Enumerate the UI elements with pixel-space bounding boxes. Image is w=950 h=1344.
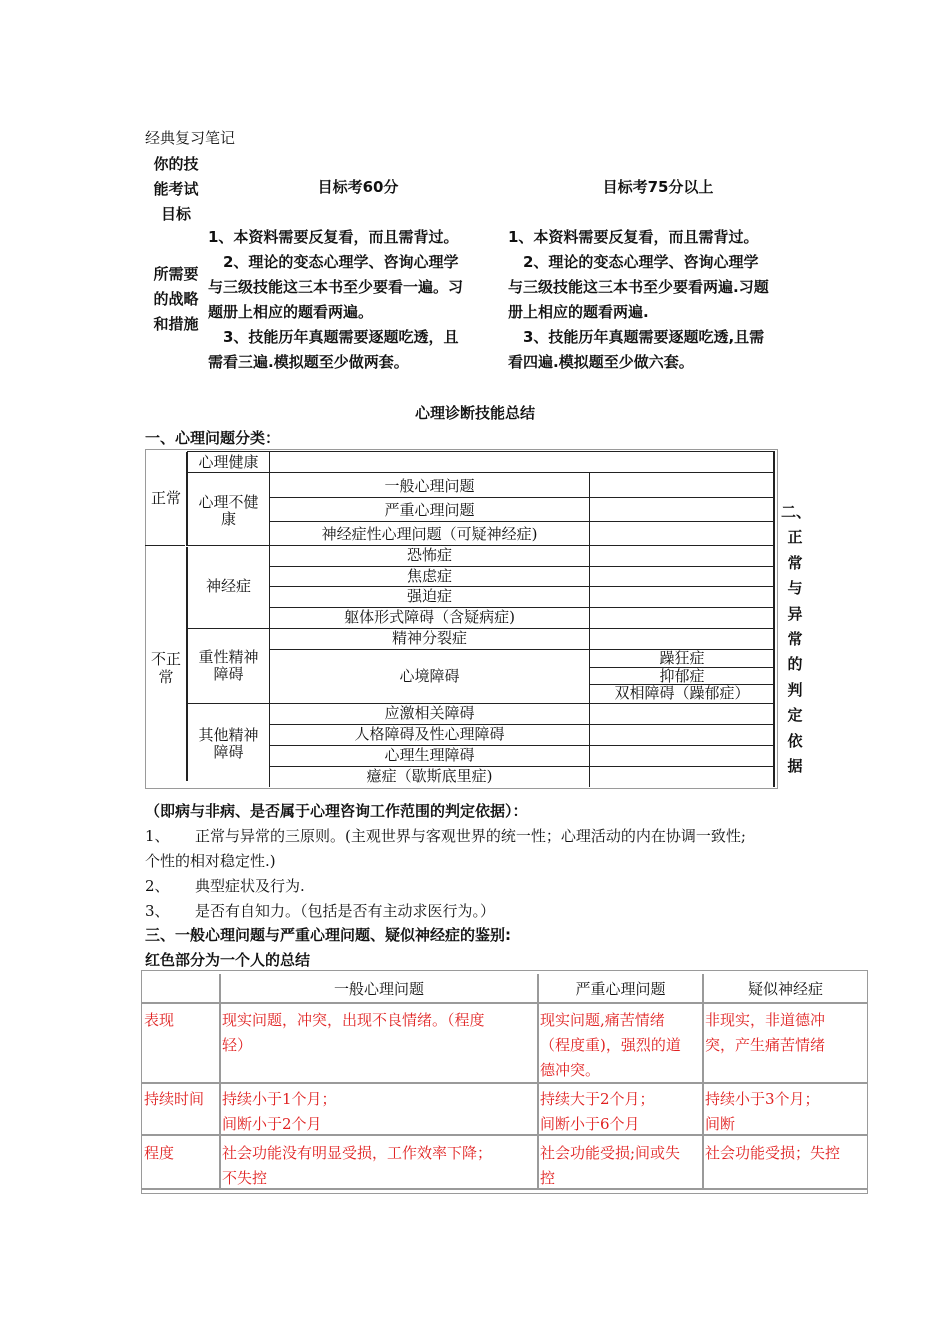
section-3-heading: 三、一般心理问题与严重心理问题、疑似神经症的鉴别: (145, 926, 512, 944)
other-mental-label: 其他精神 障碍 (198, 726, 259, 761)
somatoform-cell: 躯体形式障碍（含疑病症) (344, 608, 515, 626)
normal-label: 正常 (150, 489, 181, 507)
depression-cell: 抑郁症 (659, 667, 705, 685)
header-severe: 严重心理问题 (575, 980, 666, 998)
schizo-cell: 精神分裂症 (391, 629, 467, 647)
personality-cell: 人格障碍及性心理障碍 (354, 725, 505, 743)
phobia-cell: 恐怖症 (406, 546, 452, 564)
cell-severe-duration: 持续大于2个月； 间断小于6个月 (540, 1090, 655, 1133)
table-rule (187, 451, 774, 452)
bipolar-cell: 双相障碍（躁郁症） (614, 684, 750, 702)
anxiety-cell: 焦虑症 (406, 567, 452, 585)
doc-heading: 经典复习笔记 (145, 129, 236, 147)
section-1-heading: 一、心理问题分类： (145, 429, 281, 447)
goal-row-header: 你的技 能考试 目标 (153, 155, 199, 223)
cell-general-manifestation: 现实问题，冲突，出现不良情绪。（程度 轻） (222, 1011, 485, 1054)
cell-general-duration: 持续小于1个月； 间断小于2个月 (222, 1090, 337, 1133)
psychophys-cell: 心理生理障碍 (384, 746, 475, 764)
table-rule (269, 521, 774, 522)
table-rule (589, 473, 590, 787)
table-frame (145, 449, 778, 450)
strategy-60: 1、本资料需要反复看，而且需背过。 2、理论的变态心理学、咨询心理学 与三级技能这三本书至少要看一遍。习 题册上相应的题看两遍。 3、技能历年真题需要逐题吃透，且 需看三遍.模拟题至少做两套。 (208, 228, 464, 371)
row-label-manifestation: 表现 (144, 1011, 175, 1029)
criteria-item: 1、 正常与异常的三原则。(主观世界与客观世界的统一性；心理活动的内在协调一致性; (145, 827, 746, 845)
side-heading: 二、 正 常 与 异 常 的 判 定 依 据 (781, 503, 812, 776)
neurosis-label: 神经症 (205, 577, 251, 595)
table-rule (141, 1082, 868, 1084)
ocd-cell: 强迫症 (406, 587, 452, 605)
healthy-label: 心理健康 (198, 453, 259, 471)
row-label-degree: 程度 (144, 1144, 175, 1162)
table-frame (777, 449, 778, 789)
abnormal-label: 不正 常 (150, 650, 181, 686)
goal-75-header: 目标考75分以上 (602, 178, 714, 196)
section-title: 心理诊断技能总结 (414, 404, 535, 422)
criteria-item: 2、 典型症状及行为. (145, 877, 305, 895)
criteria-item-cont: 个性的相对稳定性.) (145, 852, 276, 870)
mood-cell: 心境障碍 (399, 667, 460, 685)
unhealthy-label: 心理不健 康 (198, 493, 259, 528)
cell-neurosis-duration: 持续小于3个月； 间断 (705, 1090, 820, 1133)
general-problem-cell: 一般心理问题 (384, 477, 475, 495)
severe-problem-cell: 严重心理问题 (384, 501, 475, 519)
table-rule (145, 545, 185, 546)
cell-neurosis-degree: 社会功能受损；失控 (705, 1144, 841, 1162)
severe-mental-label: 重性精神 障碍 (198, 648, 259, 683)
red-note: 红色部分为一个人的总结 (145, 951, 311, 969)
stress-cell: 应激相关障碍 (384, 704, 475, 722)
cell-neurosis-manifestation: 非现实，非道德冲 突，产生痛苦情绪 (705, 1011, 826, 1054)
mania-cell: 躁狂症 (659, 649, 705, 667)
criteria-intro: （即病与非病、是否属于心理咨询工作范围的判定依据）： (145, 802, 528, 820)
criteria-list (145, 824, 746, 924)
cell-severe-degree: 社会功能受损;间或失 控 (540, 1144, 681, 1187)
table-rule (773, 451, 775, 787)
row-label-duration: 持续时间 (144, 1090, 205, 1108)
table-frame (145, 788, 778, 789)
header-neurosis: 疑似神经症 (747, 980, 823, 998)
strategy-label: 所需要 的战略 和措施 (153, 265, 199, 333)
cell-general-degree: 社会功能没有明显受损，工作效率下降； 不失控 (222, 1144, 493, 1187)
criteria-item: 3、 是否有自知力。（包括是否有主动求医行为。） (145, 902, 496, 920)
table-rule (269, 497, 774, 498)
cell-severe-manifestation: 现实问题,痛苦情绪 （程度重)，强烈的道 德冲突。 (540, 1011, 681, 1079)
header-general: 一般心理问题 (333, 980, 424, 998)
table-rule (219, 974, 221, 1190)
hysteria-cell: 癔症（歇斯底里症) (366, 767, 493, 785)
table-rule (702, 974, 704, 1190)
table-rule (187, 472, 774, 473)
strategy-75: 1、本资料需要反复看，而且需背过。 2、理论的变态心理学、咨询心理学 与三级技能这三本书至少要看两遍.习题 册上相应的题看两遍. 3、技能历年真题需要逐题吃透,且需 看四遍.模拟题至少做六套。 (508, 228, 769, 371)
table-frame (141, 1193, 868, 1194)
table-rule (141, 1002, 868, 1004)
table-frame (141, 970, 868, 971)
table-rule (537, 974, 539, 1190)
neurotic-problem-cell: 神经症性心理问题（可疑神经症) (321, 525, 538, 543)
goal-60-header: 目标考60分 (317, 178, 399, 196)
